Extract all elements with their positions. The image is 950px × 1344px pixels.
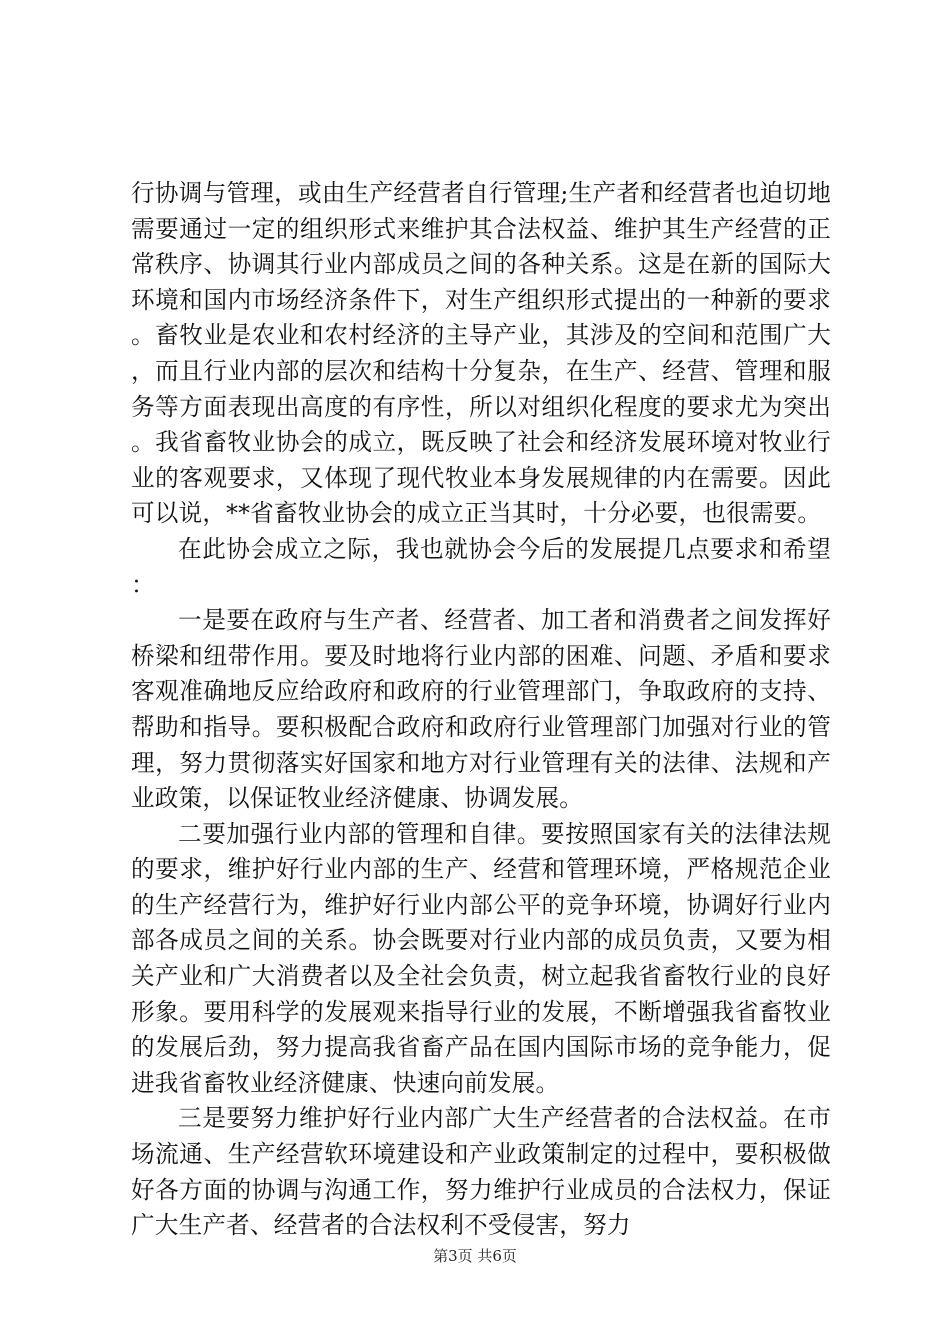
document-body bbox=[131, 176, 831, 1244]
paragraph-continuation: 行协调与管理，或由生产经营者自行管理;生产者和经营者也迫切地需要通过一定的组织形式来维护其合法权益、维护其生产经营的正常秩序、协调其行业内部成员之间的各种关系。这是在新的国际大环境和国内市场经济条件下，对生产组织形式提出的一种新的要求。畜牧业是农业和农村经济的主导产业，其涉及的空间和范围广大，而且行业内部的层次和结构十分复杂，在生产、经营、管理和服务等方面表现出高度的有序性，所以对组织化程度的要求尤为突出。我省畜牧业协会的成立，既反映了社会和经济发展环境对牧业行业的客观要求，又体现了现代牧业本身发展规律的内在需要。因此可以说，**省畜牧业协会的成立正当其时，十分必要，也很需要。 bbox=[131, 179, 831, 528]
paragraph-point-one: 一是要在政府与生产者、经营者、加工者和消费者之间发挥好桥梁和纽带作用。要及时地将行业内部的困难、问题、矛盾和要求客观准确地反应给政府和政府的行业管理部门，争取政府的支持、帮助和指导。要积极配合政府和政府行业管理部门加强对行业的管理，努力贯彻落实好国家和地方对行业管理有关的法律、法规和产业政策，以保证牧业经济健康、协调发展。 bbox=[131, 606, 831, 813]
paragraph-point-three: 三是要努力维护好行业内部广大生产经营者的合法权益。在市场流通、生产经营软环境建设和产业政策制定的过程中，要积极做好各方面的协调与沟通工作，努力维护行业成员的合法权力，保证广大生产者、经营者的合法权利不受侵害，努力 bbox=[131, 1104, 831, 1240]
page-number-footer: 第3页 共6页 bbox=[433, 1247, 517, 1265]
paragraph-point-two: 二要加强行业内部的管理和自律。要按照国家有关的法律法规的要求，维护好行业内部的生产、经营和管理环境，严格规范企业的生产经营行为，维护好行业内部公平的竞争环境，协调好行业内部各成员之间的关系。协会既要对行业内部的成员负责，又要为相关产业和广大消费者以及全社会负责，树立起我省畜牧行业的良好形象。要用科学的发展观来指导行业的发展，不断增强我省畜牧业的发展后劲，努力提高我省畜产品在国内国际市场的竞争能力，促进我省畜牧业经济健康、快速向前发展。 bbox=[131, 819, 831, 1097]
paragraph-intro-requirements: 在此协会成立之际，我也就协会今后的发展提几点要求和希望： bbox=[131, 534, 831, 599]
